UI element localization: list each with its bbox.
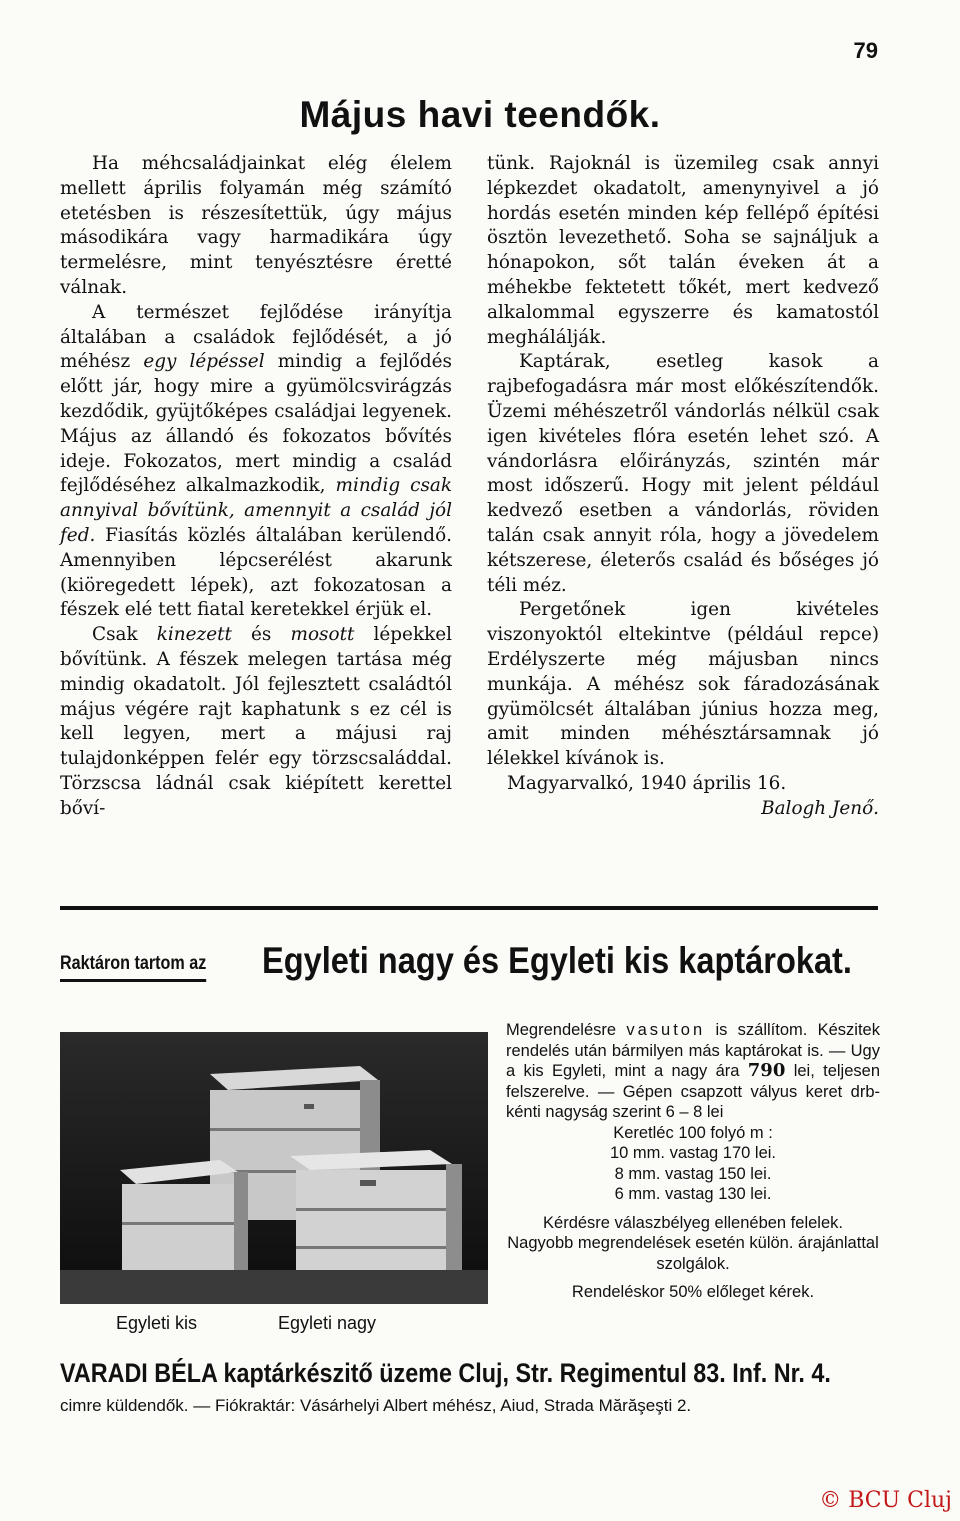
ad-offer-text	[506, 1020, 880, 1303]
advertiser-name: VARADI BÉLA kaptárkészitő üzeme Cluj, Str. Regimentul 83. Inf. Nr. 4.	[60, 1358, 831, 1388]
place-date: Magyarvalkó, 1940 április 16.	[507, 772, 787, 794]
author-signature: Balogh Jenő.	[761, 797, 879, 819]
caption-small-hive: Egyleti kis	[116, 1313, 198, 1333]
article-left-column	[60, 152, 452, 822]
copyright-watermark: © BCU Cluj	[819, 1488, 952, 1513]
offer-size: 8 mm. vastag 150 lei.	[614, 1164, 772, 1183]
paragraph: Csak kinezett és mosott lépekkel bővítünk. A fészek melegen tartása még mindig okadatolt. Jól fejlesztett családtól május végére rajt kaphatunk s ez cél is kell legyen, mert a májusi raj tulajdonképpen felér egy törzscsaláddal. Törzscsa ládnál csak kiépített kerettel bőví-	[60, 624, 452, 819]
paragraph: A természet fejlődése irányítja általában a családok fejlődését, a jó méhész egy lépéssel mindig a fejlődés előtt jár, hogy mire a gyümölcsvirágzás kezdődik, gyüjtőképes családjai legyenek. Május az állandó és fokozatos bővítés ideje. Fokozatos, mert mindig a család fejlődéséhez alkalmazkodik, mindig csak annyival bővítünk, amennyit a család jól fed. Fiasítás közlés általában kerülendő. Amennyiben lépcserélést akarunk (kiöregedett lépek), azt fokozatosan a fészek elé tett fiatal keretekkel érjük el.	[60, 301, 452, 621]
paragraph: Kaptárak, esetleg kasok a rajbefogadásra már most előkészítendők. Üzemi méhészetről vándorlás nélkül csak igen kivételes flóra esetén lehet szó. A vándorlásra előirányzás, szintén már most időszerű. Hogy mit jelent például kedvező esetben a vándorlás, röviden talán csak annyit róla, hogy a jövedelem kétszerese, életerős család és bőséges jó téli méz.	[487, 351, 879, 596]
advertiser-address: cimre küldendők. — Fiókraktár: Vásárhelyi Albert méhész, Aiud, Strada Mărăşeşti 2.	[60, 1396, 692, 1415]
beehive-illustration	[60, 1032, 488, 1304]
section-divider	[60, 906, 878, 910]
paragraph: Ha méhcsaládjainkat elég élelem mellett április folyamán még számító etetésben is részesítettük, úgy május másodikára vagy harmadikára úgy termelésre, mint tenyésztésre éretté válnak.	[60, 153, 452, 298]
hive-price: 790	[747, 1060, 786, 1081]
page-number: 79	[853, 38, 878, 63]
offer-lath: Keretléc 100 folyó m :	[613, 1123, 773, 1142]
article-title: Május havi teendők.	[299, 94, 661, 135]
ad-headline: Egyleti nagy és Egyleti kis kaptárokat.	[262, 940, 853, 981]
offer-deposit: Rendeléskor 50% előleget kérek.	[571, 1283, 815, 1301]
offer-size: 6 mm. vastag 130 lei.	[614, 1185, 772, 1203]
paragraph: Pergetőnek igen kivételes viszonyoktól eltekintve (például repce) Erdélyszerte még májusban nincs munkája. A méhész sok fáradozásának gyümölcsét általában június hozza meg, amit minden méhésztársamnak jó lélekkel kívánok is.	[487, 599, 879, 770]
ad-lead: Raktáron tartom az	[60, 953, 206, 982]
offer-size: 10 mm. vastag 170 lei.	[610, 1144, 776, 1162]
beehive-photo	[60, 1032, 488, 1304]
caption-large-hive: Egyleti nagy	[278, 1313, 377, 1333]
offer-bulk: Nagyobb megrendelések esetén külön. árajánlattal szolgálok.	[507, 1234, 879, 1273]
paragraph: tünk. Rajoknál is üzemileg csak annyi lépkezdet okadatolt, amenynyivel a jó hordás esetén minden kép fellépő építési ösztön levezethető. Soha se sajnáljuk a hónapokon, sőt talán éveken át a méhekbe fektetett tőkét, mert kedvező alkalommal egyszerre és kamatostól meghálálják.	[487, 153, 879, 348]
offer-reply: Kérdésre válaszbélyeg ellenében felelek.	[543, 1213, 843, 1232]
ad-headline-row	[60, 940, 880, 982]
article-right-column	[487, 152, 879, 822]
offer-paragraph: Megrendelésre vasuton is szállítom. Készitek rendelés után bármilyen más kaptárokat is. — Ugy a kis Egyleti, mint a nagy ára 790 lei, teljesen felszerelve. — Gépen csapzott vályus keret drb-kénti nagyság szerint 6 – 8 lei	[506, 1021, 880, 1121]
